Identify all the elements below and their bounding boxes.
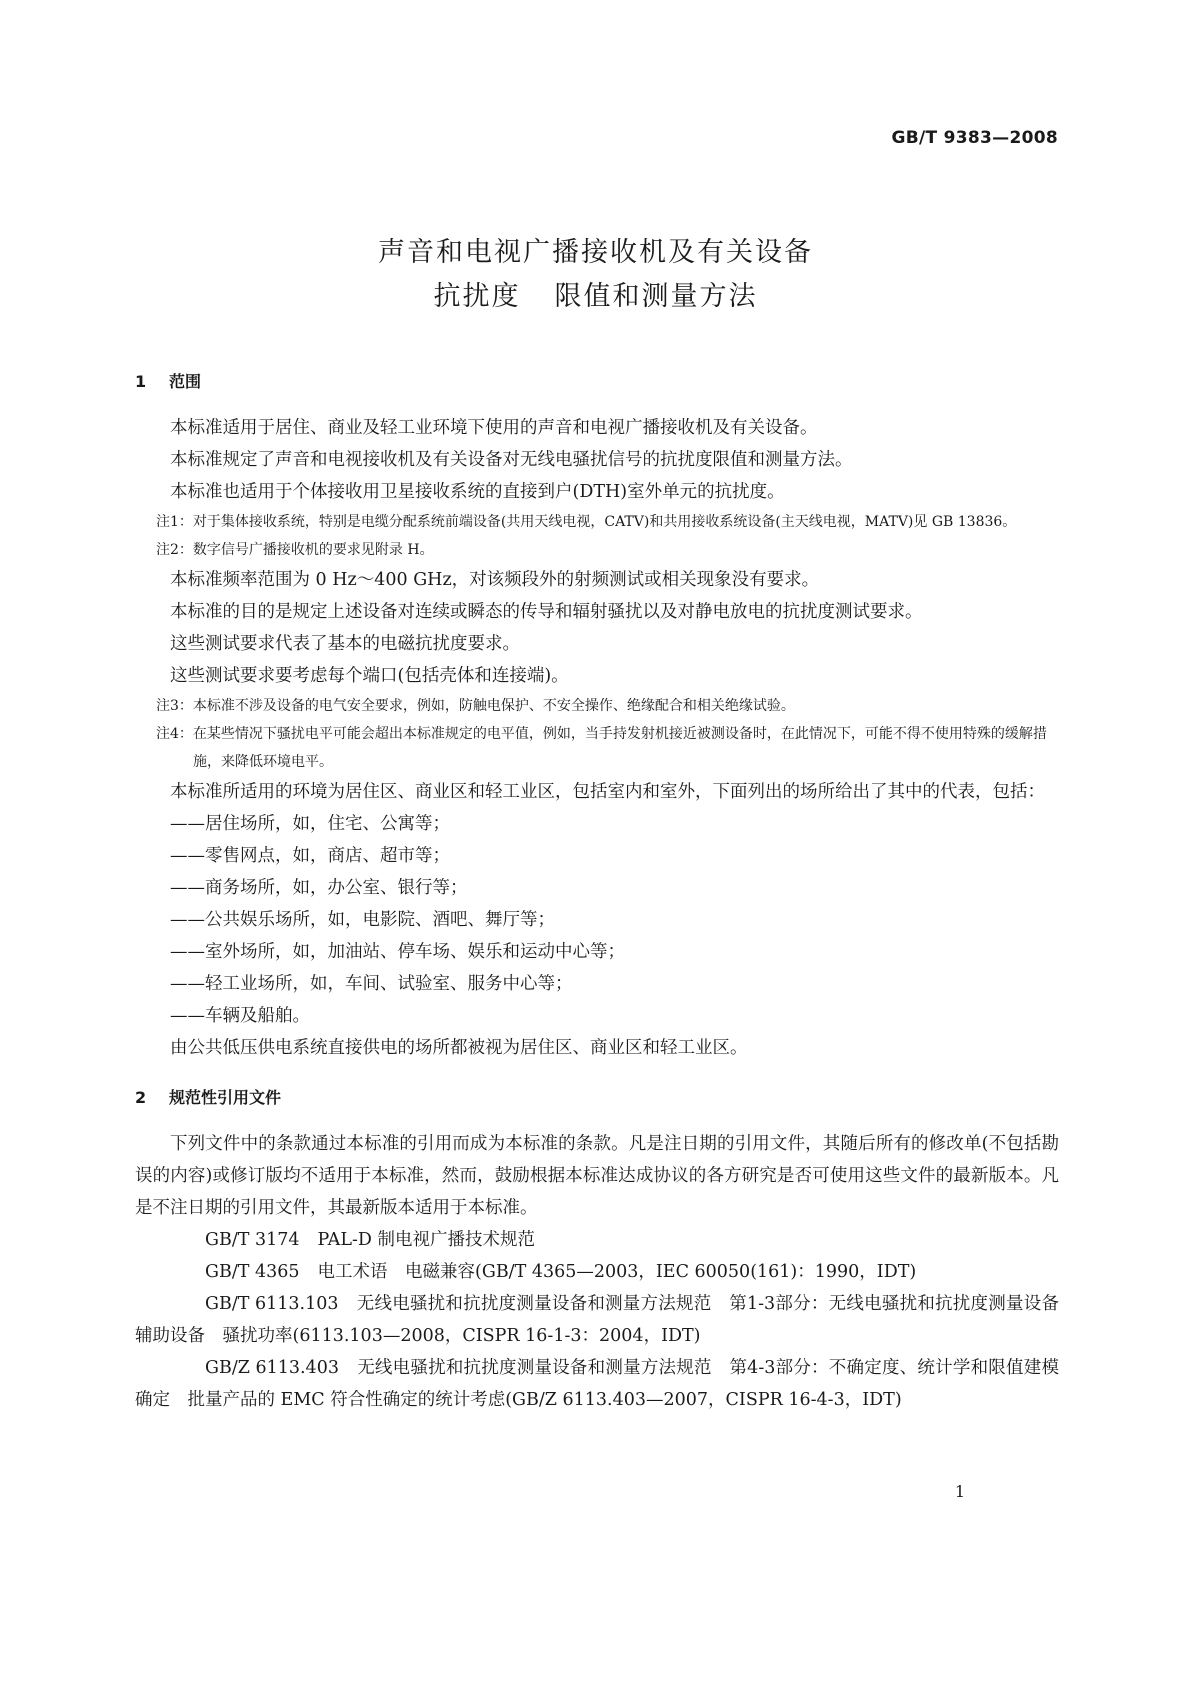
standard-code: GB/T 9383—2008	[891, 128, 1058, 148]
title-part1: 抗扰度	[433, 281, 521, 312]
paragraph: 本标准所适用的环境为居住区、商业区和轻工业区，包括室内和室外，下面列出的场所给出了其中的代表，包括：	[170, 782, 1045, 802]
reference-entry	[135, 1256, 1059, 1288]
title-part2: 限值和测量方法	[554, 281, 758, 312]
paragraph: 本标准适用于居住、商业及轻工业环境下使用的声音和电视广播接收机及有关设备。	[170, 418, 818, 438]
reference-entry	[135, 1352, 1059, 1416]
reference-title: 无线电骚扰和抗扰度测量设备和测量方法规范 第4-3部分：不确定度、统计学和限值建模确定 批量产品的 EMC 符合性确定的统计考虑(GB/Z 6113.403—2007，CISPR 16-4-3，IDT)	[135, 1358, 1059, 1410]
list-item: ——室外场所，如，加油站、停车场、娱乐和运动中心等；	[170, 942, 625, 962]
page-number: 1	[954, 1482, 965, 1501]
paragraph: 本标准也适用于个体接收用卫星接收系统的直接到户(DTH)室外单元的抗扰度。	[170, 482, 785, 502]
note: 注2：数字信号广播接收机的要求见附录 H。	[156, 542, 434, 558]
document-title-line2	[0, 274, 1191, 313]
reference-title: PAL-D 制电视广播技术规范	[317, 1230, 535, 1250]
paragraph: 这些测试要求代表了基本的电磁抗扰度要求。	[170, 634, 520, 654]
document-body	[135, 370, 1077, 1416]
section2-number: 2	[135, 1088, 147, 1107]
document-title-line1: 声音和电视广播接收机及有关设备	[378, 237, 813, 268]
section1-title: 范围	[169, 372, 202, 391]
section1-number: 1	[135, 372, 147, 391]
reference-title: 电工术语 电磁兼容(GB/T 4365—2003，IEC 60050(161)：1990，IDT)	[317, 1262, 917, 1282]
list-item: ——商务场所，如，办公室、银行等；	[170, 878, 468, 898]
reference-code: GB/Z 6113.403	[205, 1358, 339, 1378]
note: 注3：本标准不涉及设备的电气安全要求，例如，防触电保护、不安全操作、绝缘配合和相关绝缘试验。	[156, 698, 795, 714]
paragraph: 本标准的目的是规定上述设备对连续或瞬态的传导和辐射骚扰以及对静电放电的抗扰度测试要求。	[170, 602, 923, 622]
note: 注4：在某些情况下骚扰电平可能会超出本标准规定的电平值，例如，当手持发射机接近被测设备时，在此情况下，可能不得不使用特殊的缓解措施，来降低环境电平。	[156, 726, 1047, 770]
list-item: ——公共娱乐场所，如，电影院、酒吧、舞厅等；	[170, 910, 555, 930]
paragraph: 本标准频率范围为 0 Hz～400 GHz，对该频段外的射频测试或相关现象没有要求。	[170, 570, 820, 590]
paragraph: 这些测试要求要考虑每个端口(包括壳体和连接端)。	[170, 666, 569, 686]
paragraph: 本标准规定了声音和电视接收机及有关设备对无线电骚扰信号的抗扰度限值和测量方法。	[170, 450, 853, 470]
reference-title: 无线电骚扰和抗扰度测量设备和测量方法规范 第1-3部分：无线电骚扰和抗扰度测量设备 辅助设备 骚扰功率(6113.103—2008，CISPR 16-1-3：2004，IDT)	[135, 1294, 1077, 1346]
section2-heading	[135, 1086, 1059, 1110]
list-item: ——车辆及船舶。	[170, 1006, 310, 1026]
reference-code: GB/T 4365	[205, 1262, 300, 1282]
reference-entry	[135, 1288, 1077, 1352]
list-item: ——零售网点，如，商店、超市等；	[170, 846, 450, 866]
reference-code: GB/T 3174	[205, 1230, 300, 1250]
list-item: ——居住场所，如，住宅、公寓等；	[170, 814, 450, 834]
section1-heading	[135, 370, 1059, 394]
note: 注1：对于集体接收系统，特别是电缆分配系统前端设备(共用天线电视，CATV)和共用接收系统设备(主天线电视，MATV)见 GB 13836。	[156, 514, 1017, 530]
paragraph: 下列文件中的条款通过本标准的引用而成为本标准的条款。凡是注日期的引用文件，其随后所有的修改单(不包括勘误的内容)或修订版均不适用于本标准，然而，鼓励根据本标准达成协议的各方研究是否可使用这些文件的最新版本。凡是不注日期的引用文件，其最新版本适用于本标准。	[135, 1134, 1059, 1218]
section2-title: 规范性引用文件	[169, 1088, 282, 1107]
reference-entry	[135, 1224, 1059, 1256]
list-item: ——轻工业场所，如，车间、试验室、服务中心等；	[170, 974, 573, 994]
reference-code: GB/T 6113.103	[205, 1294, 339, 1314]
paragraph: 由公共低压供电系统直接供电的场所都被视为居住区、商业区和轻工业区。	[170, 1038, 748, 1058]
